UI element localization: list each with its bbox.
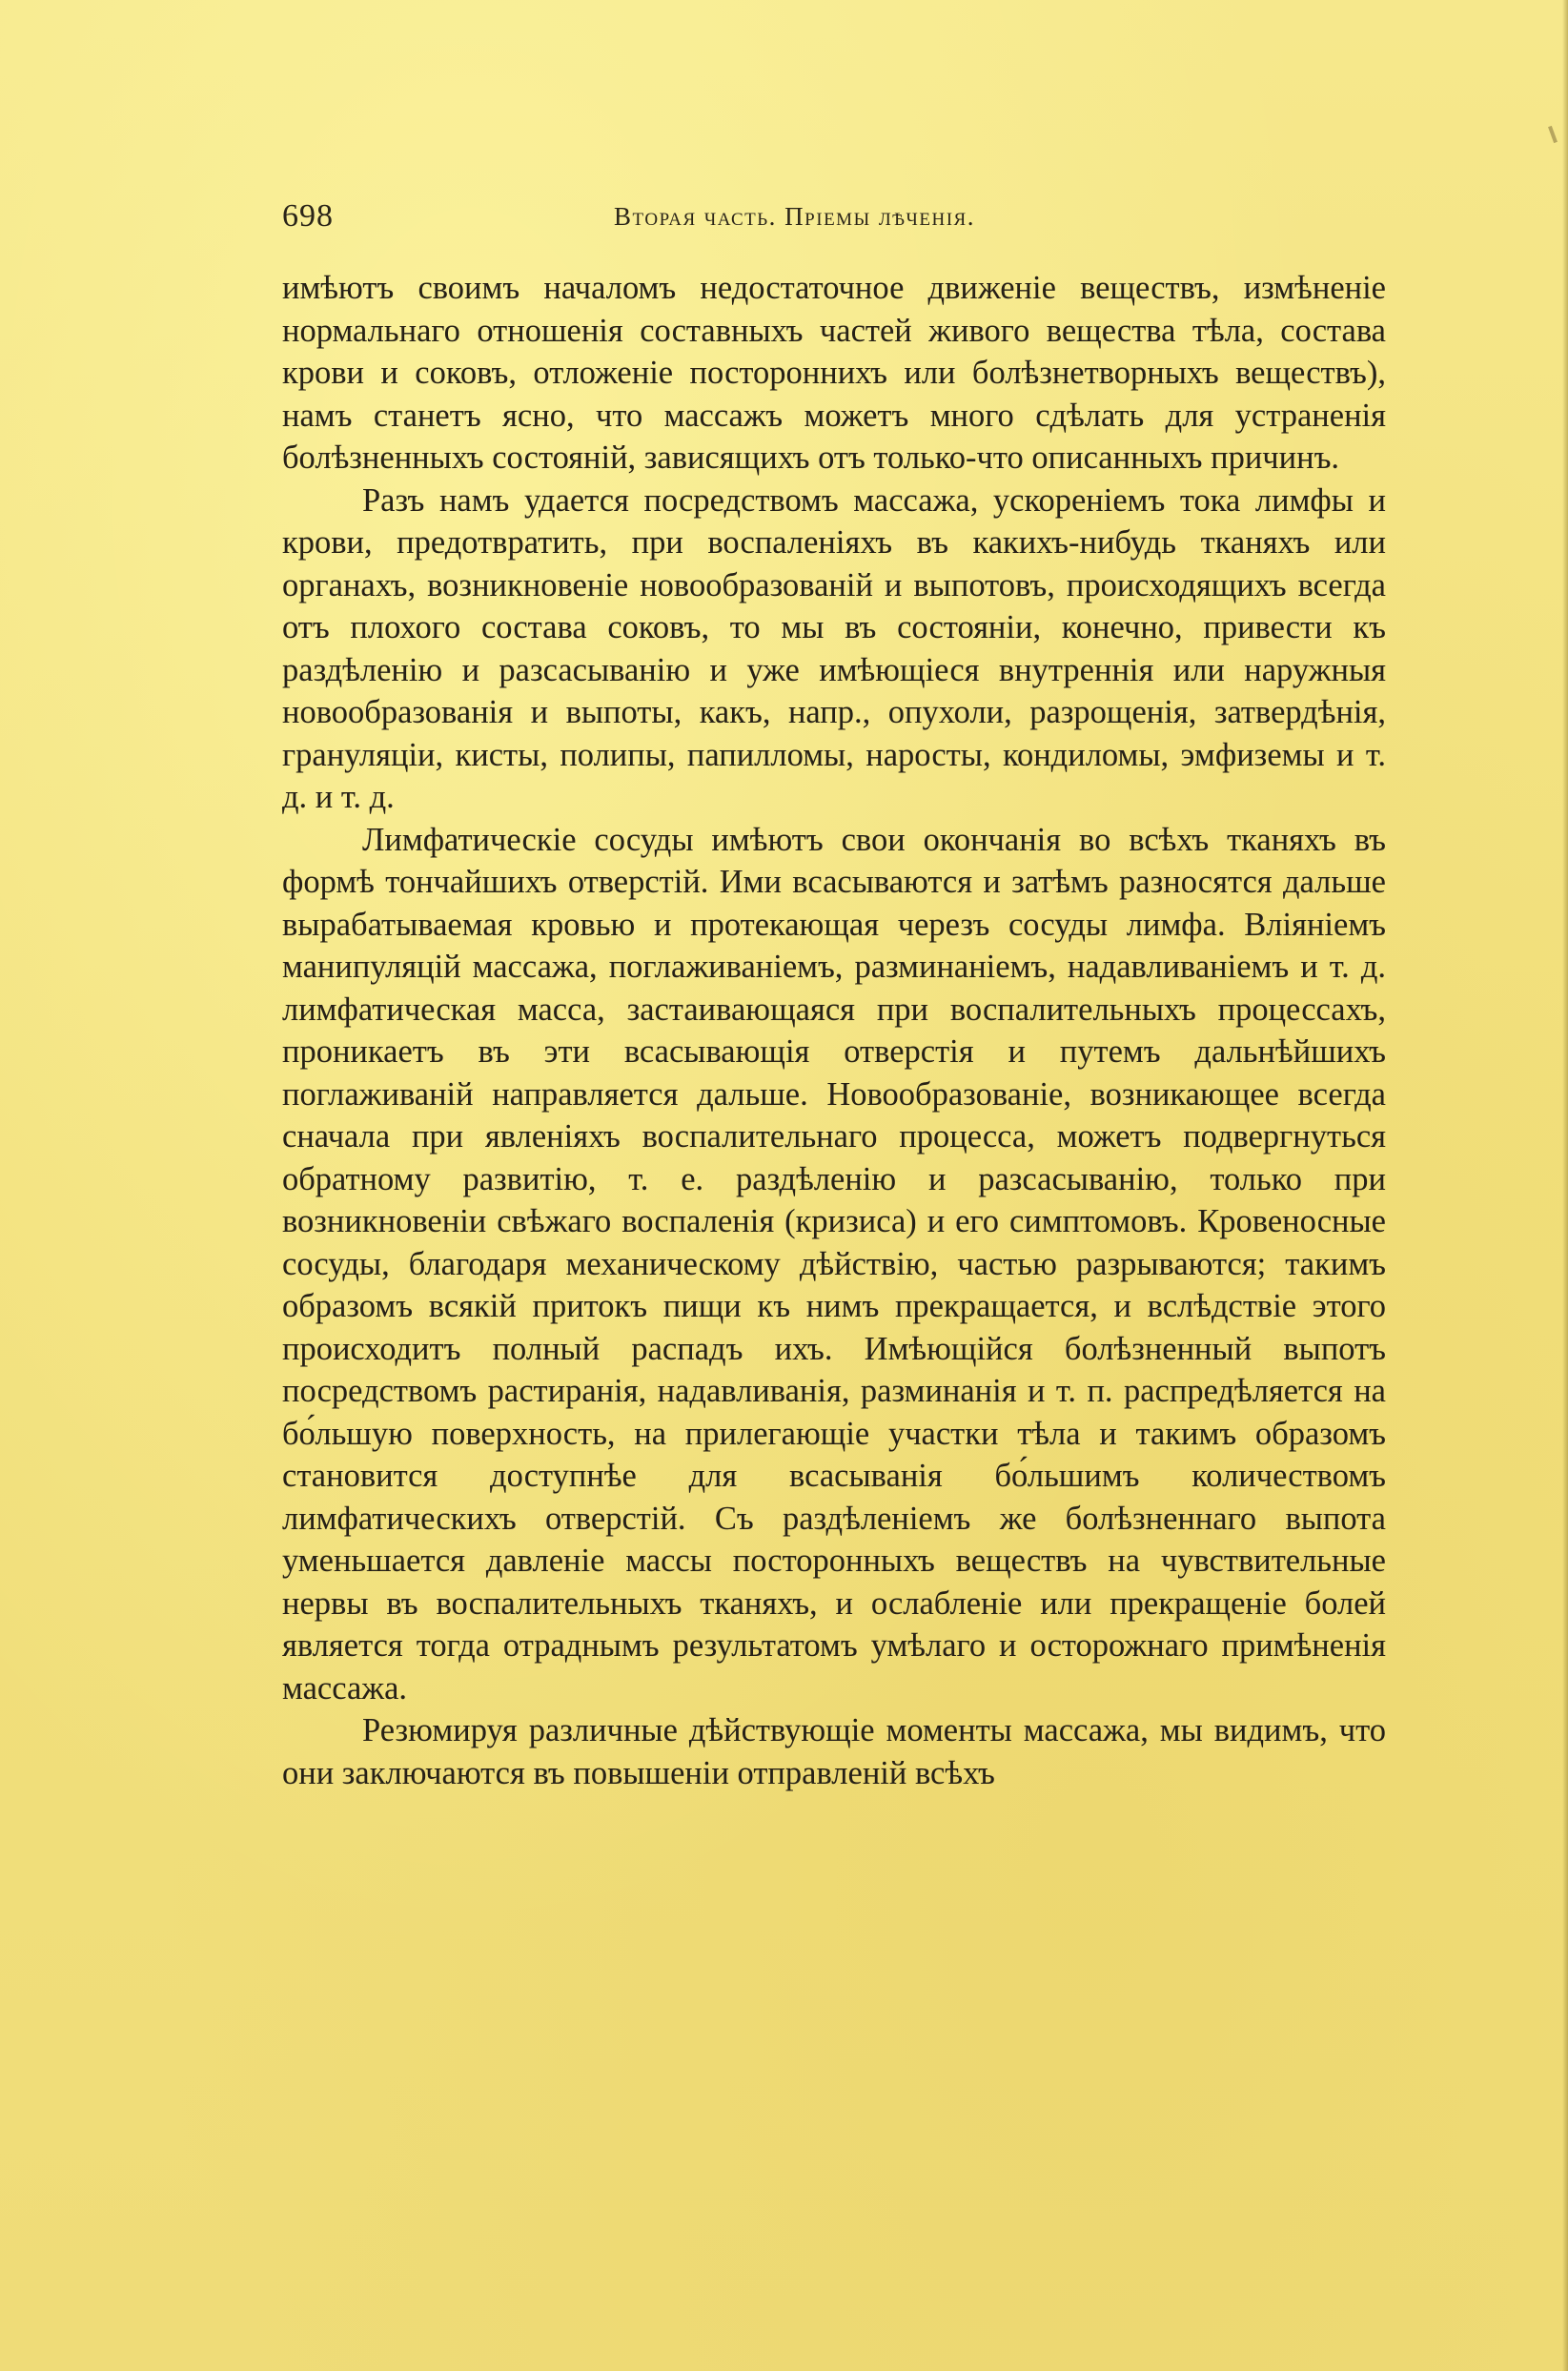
page-edge-shadow: [1562, 0, 1568, 2371]
page-number: 698: [282, 198, 334, 234]
running-head: Вторая часть. Пріемы лѣченія.: [614, 202, 975, 231]
paper-speck: [1548, 126, 1558, 143]
body-text: [282, 267, 1386, 1794]
paragraph-1: имѣютъ своимъ началомъ недостаточное движеніе веществъ, измѣненіе нормальнаго отношенія составныхъ частей живого вещества тѣла, состава крови и соковъ, отложеніе постороннихъ или болѣзнетворныхъ веществъ), намъ станетъ ясно, что массажъ можетъ много сдѣлать для устраненія болѣзненныхъ состояній, зависящихъ отъ только-что описанныхъ причинъ.: [282, 270, 1386, 476]
paragraph-3: Лимфатическіе сосуды имѣютъ свои окончанія во всѣхъ тканяхъ въ формѣ тончайшихъ отверстій. Ими всасываются и затѣмъ разносятся дальше вырабатываемая кровью и протекающая черезъ сосуды лимфа. Вліяніемъ манипуляцій массажа, поглаживаніемъ, разминаніемъ, надавливаніемъ и т. д. лимфатическая масса, застаивающаяся при воспалительныхъ процессахъ, проникаетъ въ эти всасывающія отверстія и путемъ дальнѣйшихъ поглаживаній направляется дальше. Новообразованіе, возникающее всегда сначала при явленіяхъ воспалительнаго процесса, можетъ подвергнуться обратному развитію, т. е. раздѣленію и разсасыванію, только при возникновеніи свѣжаго воспаленія (кризиса) и его симптомовъ. Кровеносные сосуды, благодаря механическому дѣйствію, частью разрываются; такимъ образомъ всякій притокъ пищи къ нимъ прекращается, и вслѣдствіе этого происходитъ полный распадъ ихъ. Имѣющійся болѣзненный выпотъ посредствомъ растиранія, надавливанія, разминанія и т. п. распредѣляется на бо́льшую поверхность, на прилегающіе участки тѣла и такимъ образомъ становится доступнѣе для всасыванія бо́льшимъ количествомъ лимфатическихъ отверстій. Съ раздѣленіемъ же болѣзненнаго выпота уменьшается давленіе массы посторонныхъ веществъ на чувствительные нервы въ воспалительныхъ тканяхъ, и ослабленіе или прекращеніе болей является тогда отраднымъ результатомъ умѣлаго и осторожнаго примѣненія массажа.: [282, 821, 1386, 1707]
page-header: [282, 198, 1384, 244]
paragraph-4: Резюмируя различные дѣйствующіе моменты массажа, мы видимъ, что они заключаются въ повышеніи отправленій всѣхъ: [282, 1712, 1386, 1791]
paragraph-2: Разъ намъ удается посредствомъ массажа, ускореніемъ тока лимфы и крови, предотвратить, при воспаленіяхъ въ какихъ-нибудь тканяхъ или органахъ, возникновеніе новообразованій и выпотовъ, происходящихъ всегда отъ плохого состава соковъ, то мы въ состояніи, конечно, привести къ раздѣленію и разсасыванію и уже имѣющіеся внутреннія или наружныя новообразованія и выпоты, какъ, напр., опухоли, разрощенія, затвердѣнія, грануляціи, кисты, полипы, папилломы, наросты, кондиломы, эмфиземы и т. д. и т. д.: [282, 481, 1386, 815]
